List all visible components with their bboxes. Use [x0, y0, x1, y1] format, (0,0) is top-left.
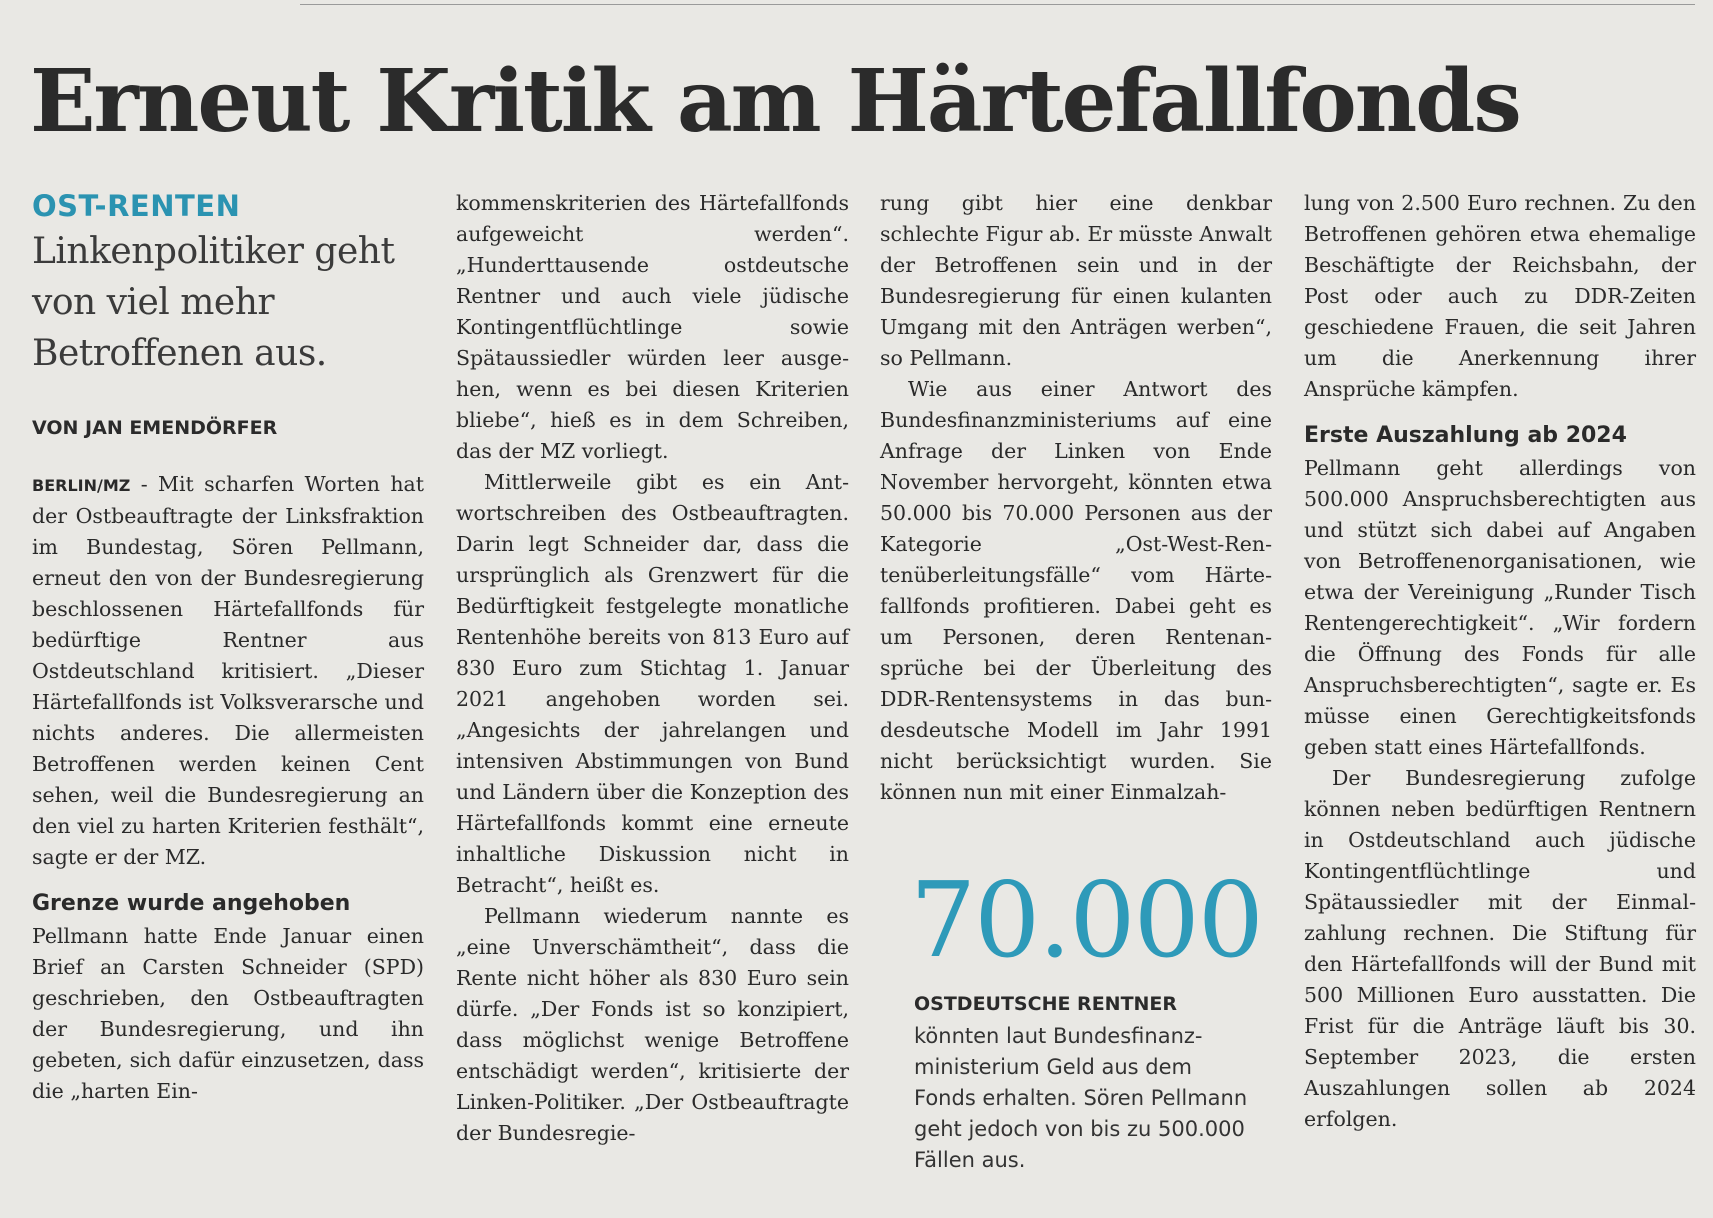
paragraph: Pellmann wiederum nannte es „eine Unverschämtheit“, dass die Rente nicht höher als 830 Euro sein dürfe. „Der Fonds ist so konzipiert, dass möglichst wenige Betroffene entschädigt werden“, kritisierte der Linken-Politiker. „Der Ostbeauftragte der Bundesregie-	[456, 904, 849, 1145]
column-2	[456, 188, 849, 1149]
column-3	[880, 188, 1272, 808]
paragraph: kommenskriterien des Härtefallfonds aufgeweicht werden“. „Hunderttausende ostdeutsche Rentner und auch viele jüdische Kontingentflüchtlinge sowie Spätaussiedler würden leer ausgehen, wenn es bei diesen Kriterien bliebe“, hieß es in dem Schreiben, das der MZ vorliegt.	[456, 191, 849, 463]
paragraph: Pellmann hatte Ende Januar einen Brief an Carsten Schneider (SPD) geschrieben, den Ostbeauftragten der Bundesregierung, und ihn gebeten, sich dafür einzusetzen, dass die „harten Ein-	[32, 924, 424, 1103]
paragraph: Wie aus einer Antwort des Bundesfinanzministeriums auf eine Anfrage der Linken von Ende November hervorgeht, könnten etwa 50.000 bis 70.000 Personen aus der Kategorie „Ost-West-Rentenüberleitungsfälle“ vom Härtefallfonds profitieren. Dabei geht es um Personen, deren Rentenansprüche bei der Überleitung des DDR-Rentensystems in das bundesdeutsche Modell im Jahr 1991 nicht berücksichtigt wurden. Sie können nun mit einer Einmalzah-	[880, 377, 1272, 804]
subhead: Grenze wurde angehoben	[32, 891, 351, 916]
column-1	[32, 188, 424, 1107]
paragraph: Der Bundesregierung zufolge können neben bedürftigen Rentnern in Ostdeutschland auch jüdische Kontingentflüchtlinge und Spätaussiedler mit der Einmalzahlung rechnen. Die Stiftung für den Härtefallfonds will der Bund mit 500 Millionen Euro ausstatten. Die Frist für die Anträge läuft bis 30. September 2023, die ersten Auszahlungen sollen ab 2024 erfolgen.	[1304, 766, 1696, 1131]
lead-text: Linkenpolitiker geht von viel mehr Betroffenen aus.	[32, 231, 395, 374]
top-rule	[300, 4, 1695, 5]
headline: Erneut Kritik am Härtefallfonds	[30, 51, 1520, 152]
paragraph: Pellmann geht allerdings von 500.000 Anspruchsberechtigten aus und stützt sich dabei auf Angaben von Betroffenenorganisationen, wie etwa der Vereinigung „Runder Tisch Rentengerechtigkeit“. „Wir fordern die Öffnung des Fonds für alle Anspruchsberechtigten“, sagte er. Es müsse einen Gerechtigkeitsfonds geben statt eines Härtefallfonds.	[1304, 456, 1696, 759]
dateline: BERLIN/MZ	[32, 476, 131, 495]
column-4	[1304, 188, 1696, 1135]
column-1-body	[32, 469, 424, 1107]
paragraph-text: - Mit scharfen Worten hat der Ostbeauftragte der Linksfraktion im Bundestag, Sören Pellmann, erneut den von der Bundesregierung beschlossenen Härtefallfonds für bedürftige Rentner aus Ostdeutschland kritisiert. „Dieser Härtefallfonds ist Volksverarsche und nichts anderes. Die allermeisten Betroffenen werden keinen Cent sehen, weil die Bundesregierung an den viel zu harten Kriterien festhält“, sagte er der MZ.	[32, 472, 424, 869]
paragraph	[32, 469, 424, 873]
byline: VON JAN EMENDÖRFER	[32, 417, 278, 439]
paragraph: lung von 2.500 Euro rechnen. Zu den Betroffenen gehören etwa ehemalige Beschäftigte der Reichsbahn, der Post oder auch zu DDR-Zeiten geschiedene Frauen, die seit Jahren um die Anerkennung ihrer Ansprüche kämpfen.	[1304, 191, 1696, 401]
subhead: Erste Auszahlung ab 2024	[1304, 423, 1627, 448]
paragraph: Mittlerweile gibt es ein Antwortschreiben des Ostbeauftragten. Darin legt Schneider dar, dass die ursprünglich als Grenzwert für die Bedürftigkeit festgelegte monatliche Rentenhöhe bereits von 813 Euro auf 830 Euro zum Stichtag 1. Januar 2021 angehoben worden sei. „Angesichts der jahrelangen und intensiven Abstimmungen von Bund und Ländern über die Konzeption des Härtefallfonds kommt eine erneute inhaltliche Diskussion nicht in Betracht“, heißt es.	[456, 470, 849, 897]
stat-text: könnten laut Bundesfinanzministerium Geld aus dem Fonds erhalten. Sören Pellmann geht jedoch von bis zu 500.000 Fällen aus.	[914, 1024, 1248, 1172]
kicker: OST-RENTEN	[32, 189, 241, 223]
stat-label: OSTDEUTSCHE RENTNER	[914, 993, 1178, 1015]
paragraph: rung gibt hier eine denkbar schlechte Figur ab. Er müsste Anwalt der Betroffenen sein und in der Bundesregierung für einen kulanten Umgang mit den Anträgen werben“, so Pellmann.	[880, 191, 1272, 370]
stat-number: 70.000	[910, 859, 1262, 981]
